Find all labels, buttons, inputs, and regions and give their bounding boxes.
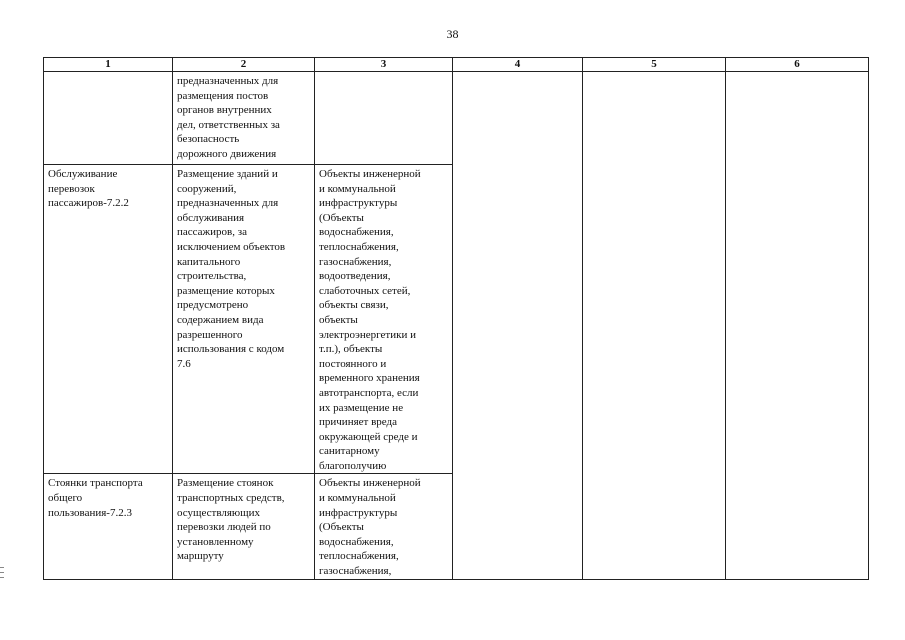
cell-permitted-objects: Объекты инженерной и коммунальной инфраструктуры (Объекты водоснабжения, теплоснабжения, газоснабжения, xyxy=(315,474,453,579)
column-header-1: 1 xyxy=(44,58,173,72)
cell-land-use-type xyxy=(44,72,173,165)
margin-mark xyxy=(0,567,4,568)
header-row xyxy=(44,58,869,72)
cell-land-use-type: Стоянки транспорта общего пользования-7.2.3 xyxy=(44,474,173,579)
cell-land-use-type: Обслуживание перевозок пассажиров-7.2.2 xyxy=(44,165,173,474)
cell-column-5 xyxy=(583,72,726,580)
cell-column-4 xyxy=(453,72,583,580)
column-header-2: 2 xyxy=(173,58,315,72)
cell-permitted-objects: Объекты инженерной и коммунальной инфраструктуры (Объекты водоснабжения, теплоснабжения, газоснабжения, водоотведения, слаботочных сетей, объекты связи, объекты электроэнергетики и т.п.), объекты постоянного и временного хранения автотранспорта, если их размещение не причиняет вреда окружающей среде и санитарному благополучию xyxy=(315,165,453,474)
column-header-4: 4 xyxy=(453,58,583,72)
zoning-table xyxy=(43,57,869,580)
margin-mark xyxy=(0,572,4,573)
cell-land-use-description: Размещение зданий и сооружений, предназначенных для обслуживания пассажиров, за исключением объектов капитального строительства, размещение которых предусмотрено содержанием вида разрешенного использования с кодом 7.6 xyxy=(173,165,315,474)
column-header-3: 3 xyxy=(315,58,453,72)
column-header-5: 5 xyxy=(583,58,726,72)
page-number: 38 xyxy=(446,27,459,41)
column-header-6: 6 xyxy=(726,58,869,72)
table-row xyxy=(44,72,869,165)
cell-column-6 xyxy=(726,72,869,580)
cell-permitted-objects xyxy=(315,72,453,165)
margin-mark xyxy=(0,577,4,578)
cell-land-use-description: Размещение стоянок транспортных средств, осуществляющих перевозки людей по установленному маршруту xyxy=(173,474,315,579)
cell-land-use-description: предназначенных для размещения постов органов внутренних дел, ответственных за безопасность дорожного движения xyxy=(173,72,315,165)
